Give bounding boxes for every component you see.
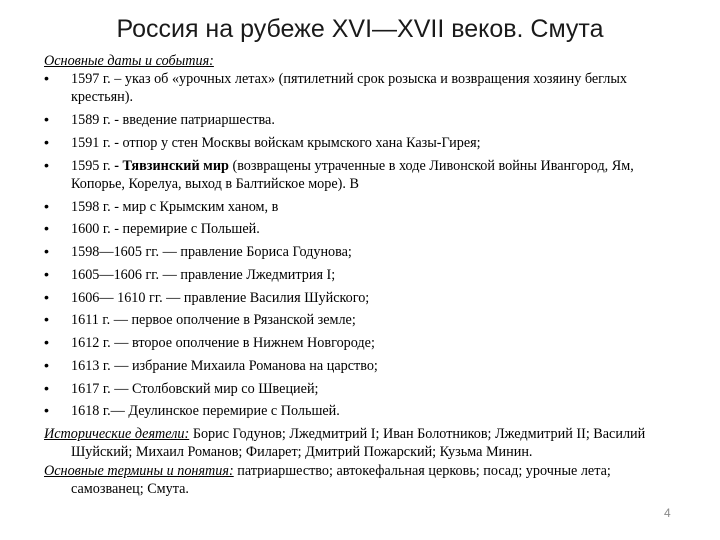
event-text: 1591 г. - отпор у стен Москвы войскам крымского хана Казы-Гирея; <box>71 134 481 151</box>
bullet-icon: • <box>44 112 49 129</box>
event-text-rest: (возвращены утраченные в ходе Ливонской войны Ивангород, Ям, Копорье, Корелуа, выход в Балтийское море). В <box>71 157 634 192</box>
bullet-icon: • <box>44 157 49 174</box>
event-item <box>44 111 680 129</box>
event-item <box>44 289 680 307</box>
event-text: 1600 г. - перемирие с Польшей. <box>71 221 260 238</box>
terms-heading: Основные термины и понятия: <box>44 462 234 479</box>
event-text: 1613 г. — избрание Михаила Романова на царство; <box>71 357 378 374</box>
event-item <box>44 334 680 352</box>
bullet-icon: • <box>44 380 49 397</box>
events-heading: Основные даты и события: <box>44 53 214 69</box>
event-text: 1598—1605 гг. — правление Бориса Годунова; <box>71 244 352 261</box>
slide-content <box>44 52 680 498</box>
event-item <box>44 134 680 152</box>
bullet-icon: • <box>44 335 49 352</box>
figures-text: Борис Годунов; Лжедмитрий I; Иван Болотников; Лжедмитрий II; Василий Шуйский; Михаил Романов; Филарет; Дмитрий Пожарский; Кузьма Минин. <box>71 426 646 461</box>
event-text: 1589 г. - введение патриаршества. <box>71 112 275 129</box>
figures-paragraph <box>44 425 680 461</box>
bullet-icon: • <box>44 266 49 283</box>
bullet-icon: • <box>44 312 49 329</box>
event-text: 1618 г.— Деулинское перемирие с Польшей. <box>71 403 340 420</box>
events-list <box>44 70 680 420</box>
event-text: 1597 г. – указ об «урочных летах» (пятилетний срок розыска и возвращения хозяину беглых крестьян). <box>71 71 627 106</box>
event-text: 1617 г. — Столбовский мир со Швецией; <box>71 380 319 397</box>
event-item <box>44 70 680 106</box>
slide-title: Россия на рубеже XVI—XVII веков. Смута <box>116 15 604 43</box>
event-item <box>44 243 680 261</box>
event-text: 1598 г. - мир с Крымским ханом, в <box>71 198 279 215</box>
event-item <box>44 198 680 216</box>
bullet-icon: • <box>44 357 49 374</box>
figures-heading: Исторические деятели: <box>44 426 190 443</box>
terms-text: патриаршество; автокефальная церковь; посад; урочные лета; самозванец; Смута. <box>71 462 611 497</box>
event-item <box>44 220 680 238</box>
bullet-icon: • <box>44 244 49 261</box>
event-text: 1595 г. <box>71 157 115 174</box>
events-heading-line <box>44 52 680 70</box>
event-text: 1605—1606 гг. — правление Лжедмитрия I; <box>71 266 336 283</box>
bullet-icon: • <box>44 134 49 151</box>
page-number: 4 <box>664 506 671 520</box>
event-text: 1612 г. — второе ополчение в Нижнем Новгороде; <box>71 335 375 352</box>
event-item <box>44 380 680 398</box>
bullet-icon: • <box>44 403 49 420</box>
bullet-icon: • <box>44 289 49 306</box>
event-bold-text: - Тявзинский мир <box>114 157 229 174</box>
event-text: 1611 г. — первое ополчение в Рязанской земле; <box>71 312 356 329</box>
bullet-icon: • <box>44 221 49 238</box>
bullet-icon: • <box>44 198 49 215</box>
event-item <box>44 266 680 284</box>
bullet-icon: • <box>44 71 49 88</box>
event-item <box>44 311 680 329</box>
event-item <box>44 157 680 193</box>
event-text: 1606— 1610 гг. — правление Василия Шуйского; <box>71 289 370 306</box>
event-item <box>44 357 680 375</box>
terms-paragraph <box>44 462 680 498</box>
event-item <box>44 402 680 420</box>
